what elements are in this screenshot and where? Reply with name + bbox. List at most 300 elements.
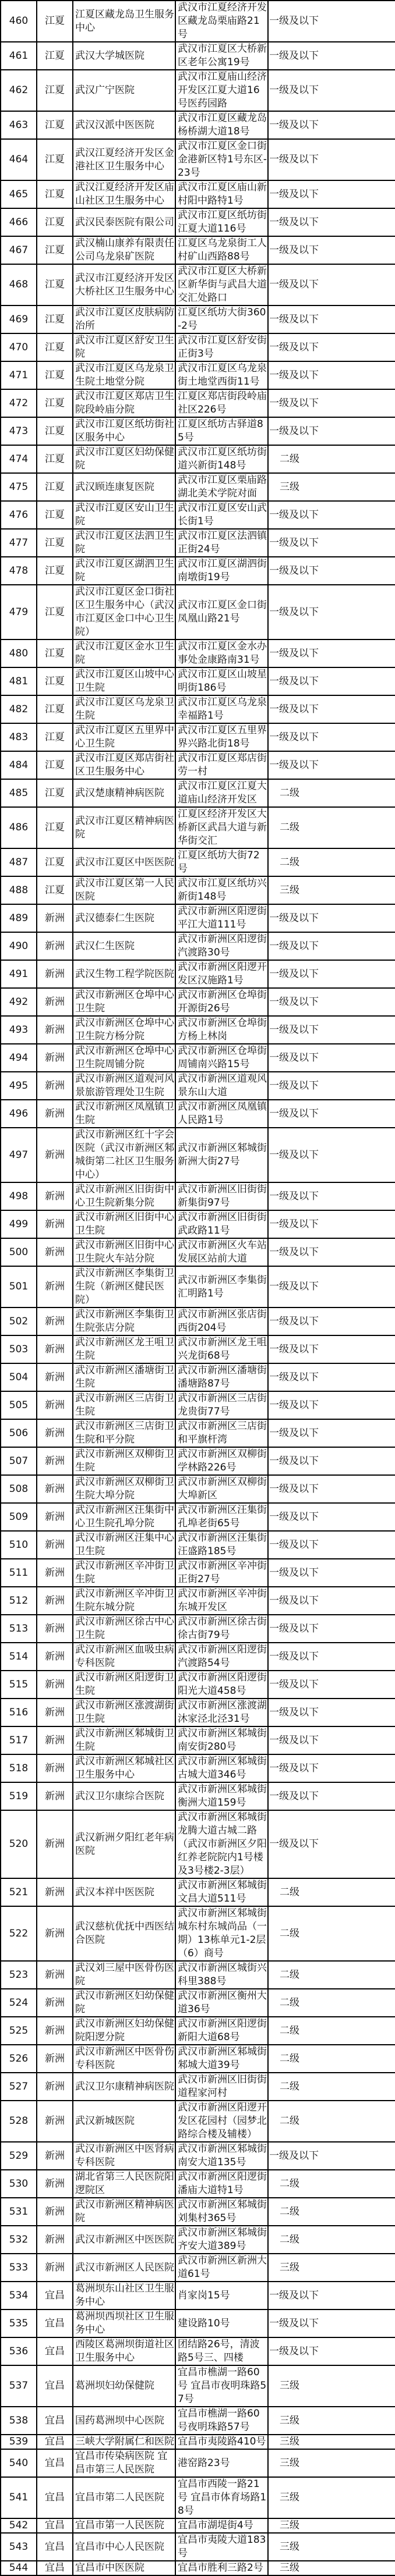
- address-cell: 江夏区郑店街段岭庙社区226号: [175, 389, 268, 417]
- level-cell: 一级及以下: [268, 695, 395, 723]
- level-cell: 二级: [268, 2045, 395, 2073]
- level-cell: 一级及以下: [268, 1559, 395, 1587]
- table-row: [1, 1531, 395, 1559]
- row-number: 461: [1, 42, 37, 70]
- institution-name-cell: 武汉新城医院: [73, 2101, 175, 2142]
- row-number: 540: [1, 2449, 37, 2477]
- table-row: [1, 1989, 395, 2017]
- level-cell: 一级及以下: [268, 2309, 395, 2337]
- district-cell: 江夏: [37, 111, 73, 139]
- level-cell: 一级及以下: [268, 1726, 395, 1754]
- table-row: [1, 2017, 395, 2045]
- level-cell: 一级及以下: [268, 2142, 395, 2170]
- address-cell: 武汉市新洲区新洲大道61号: [175, 2254, 268, 2282]
- table-row: [1, 1643, 395, 1671]
- level-cell: 一级及以下: [268, 751, 395, 779]
- district-cell: 新洲: [37, 1754, 73, 1782]
- row-number: 539: [1, 2435, 37, 2449]
- level-cell: 二级: [268, 445, 395, 473]
- row-number: 526: [1, 2045, 37, 2073]
- level-cell: 一级及以下: [268, 988, 395, 1016]
- address-cell: 武汉市江夏经济开发区藏龙岛栗庙路21号: [175, 1, 268, 42]
- level-cell: 一级及以下: [268, 585, 395, 639]
- institution-name-cell: 武汉市新洲区血吸虫病专科医院: [73, 1643, 175, 1671]
- level-cell: 一级及以下: [268, 333, 395, 361]
- level-cell: 一级及以下: [268, 361, 395, 389]
- level-cell: 一级及以下: [268, 111, 395, 139]
- level-cell: 一级及以下: [268, 1810, 395, 1878]
- level-cell: 一级及以下: [268, 557, 395, 585]
- row-number: 468: [1, 264, 37, 305]
- table-row: [1, 904, 395, 932]
- district-cell: 新洲: [37, 1878, 73, 1906]
- level-cell: 三级: [268, 2561, 395, 2575]
- level-cell: 一级及以下: [268, 932, 395, 960]
- table-row: [1, 1961, 395, 1989]
- level-cell: 二级: [268, 2101, 395, 2142]
- institution-name-cell: 武汉德泰仁生医院: [73, 904, 175, 932]
- table-row: [1, 2407, 395, 2435]
- institution-name-cell: 武汉市新洲区旧街中心卫生院: [73, 1210, 175, 1238]
- institution-name-cell: 武汉楚康精神病医院: [73, 779, 175, 807]
- district-cell: 新洲: [37, 1587, 73, 1615]
- table-row: [1, 2477, 395, 2518]
- institution-name-cell: 武汉市新洲区三店街卫生院和平分院: [73, 1419, 175, 1447]
- district-cell: 江夏: [37, 236, 73, 264]
- district-cell: 宜昌: [37, 2449, 73, 2477]
- row-number: 491: [1, 960, 37, 988]
- row-number: 501: [1, 1266, 37, 1307]
- address-cell: 武汉市新洲区汪集街汪盛路185号: [175, 1531, 268, 1559]
- address-cell: 武汉市江夏区金口街金港新区特1号东区-23号: [175, 139, 268, 180]
- level-cell: 二级: [268, 1906, 395, 1961]
- level-cell: 一级及以下: [268, 1363, 395, 1391]
- level-cell: 一级及以下: [268, 1419, 395, 1447]
- row-number: 533: [1, 2254, 37, 2282]
- level-cell: 一级及以下: [268, 501, 395, 529]
- institution-name-cell: 武汉市新洲区仓埠中心卫生院方杨分院: [73, 1016, 175, 1044]
- address-cell: 武汉市新洲区阳逻街阳光大道458号: [175, 1671, 268, 1699]
- address-cell: 武汉市新洲区涨渡湖沐家泾北泾31号: [175, 1699, 268, 1726]
- district-cell: 新洲: [37, 1072, 73, 1100]
- level-cell: 一级及以下: [268, 667, 395, 695]
- row-number: 485: [1, 779, 37, 807]
- institution-name-cell: 武汉市江夏区乌龙泉卫生院: [73, 695, 175, 723]
- institution-name-cell: 武汉市新洲区凤凰镇卫生院: [73, 1100, 175, 1128]
- row-number: 494: [1, 1044, 37, 1072]
- institution-name-cell: 武汉市新洲区旧街街中心卫生院新集分院: [73, 1182, 175, 1210]
- district-cell: 新洲: [37, 1266, 73, 1307]
- row-number: 525: [1, 2017, 37, 2045]
- institution-name-cell: 武汉市新洲区双柳街卫生院大埠分院: [73, 1475, 175, 1503]
- institution-name-cell: 武汉民泰医院有限公司: [73, 208, 175, 236]
- address-cell: 武汉市江夏区江夏大道庙山经济开发区: [175, 779, 268, 807]
- address-cell: 武汉市新洲区三店街龙贵街77号: [175, 1391, 268, 1419]
- institution-name-cell: 武汉市新洲区辛冲街卫生院东城分院: [73, 1587, 175, 1615]
- row-number: 460: [1, 1, 37, 42]
- district-cell: 江夏: [37, 42, 73, 70]
- level-cell: 三级: [268, 2407, 395, 2435]
- district-cell: 新洲: [37, 2045, 73, 2073]
- row-number: 527: [1, 2073, 37, 2101]
- address-cell: 武汉市新洲区邾城街邾城大道39号: [175, 2045, 268, 2073]
- row-number: 478: [1, 557, 37, 585]
- institution-name-cell: 武汉市江夏区山坡中心卫生院: [73, 667, 175, 695]
- row-number: 474: [1, 445, 37, 473]
- level-cell: 一级及以下: [268, 904, 395, 932]
- row-number: 532: [1, 2226, 37, 2254]
- district-cell: 江夏: [37, 208, 73, 236]
- row-number: 521: [1, 1878, 37, 1906]
- table-row: [1, 1266, 395, 1307]
- level-cell: 一级及以下: [268, 1782, 395, 1810]
- institution-name-cell: 国药葛洲坝中心医院: [73, 2407, 175, 2435]
- table-row: [1, 264, 395, 305]
- table-row: [1, 2561, 395, 2575]
- table-row: [1, 1391, 395, 1419]
- institution-name-cell: 武汉市江夏区湖泗卫生院: [73, 557, 175, 585]
- level-cell: 一级及以下: [268, 1475, 395, 1503]
- address-cell: 武汉市新洲区龙王咀兴龙街68号: [175, 1335, 268, 1363]
- institution-name-cell: 武汉市江夏区皮肤病防治所: [73, 305, 175, 333]
- level-cell: 三级: [268, 2449, 395, 2477]
- row-number: 509: [1, 1503, 37, 1531]
- row-number: 541: [1, 2477, 37, 2518]
- row-number: 486: [1, 807, 37, 848]
- table-row: [1, 445, 395, 473]
- table-row: [1, 807, 395, 848]
- row-number: 487: [1, 848, 37, 876]
- district-cell: 江夏: [37, 723, 73, 751]
- level-cell: 二级: [268, 1989, 395, 2017]
- table-row: [1, 1810, 395, 1878]
- address-cell: 武汉市江夏区藏龙岛杨桥湖大道18号: [175, 111, 268, 139]
- address-cell: 武汉市新洲区邾城街南安街280号: [175, 1726, 268, 1754]
- row-number: 484: [1, 751, 37, 779]
- row-number: 534: [1, 2282, 37, 2309]
- table-row: [1, 2337, 395, 2365]
- institution-name-cell: 武汉生物工程学院医院: [73, 960, 175, 988]
- district-cell: 新洲: [37, 1182, 73, 1210]
- table-row: [1, 42, 395, 70]
- institution-name-cell: 宜昌市第一人民医院: [73, 2518, 175, 2533]
- address-cell: 武汉市新洲区衡州大道36号: [175, 1989, 268, 2017]
- level-cell: 一级及以下: [268, 1531, 395, 1559]
- level-cell: 一级及以下: [268, 208, 395, 236]
- district-cell: 江夏: [37, 445, 73, 473]
- district-cell: 新洲: [37, 2198, 73, 2226]
- address-cell: 江夏区乌龙泉街工人村矿山西路88号: [175, 236, 268, 264]
- level-cell: 一级及以下: [268, 1447, 395, 1475]
- table-row: [1, 1363, 395, 1391]
- level-cell: 三级: [268, 2518, 395, 2533]
- row-number: 481: [1, 667, 37, 695]
- table-row: [1, 1307, 395, 1335]
- address-cell: 武汉市江夏区法泗镇正街24号: [175, 529, 268, 557]
- table-row: [1, 139, 395, 180]
- institution-name-cell: 武汉市新洲区仓埠中心卫生院: [73, 988, 175, 1016]
- district-cell: 新洲: [37, 1989, 73, 2017]
- row-number: 512: [1, 1587, 37, 1615]
- table-row: [1, 585, 395, 639]
- district-cell: 新洲: [37, 1391, 73, 1419]
- table-row: [1, 1587, 395, 1615]
- institution-name-cell: 葛洲坝东山社区卫生服务中心: [73, 2282, 175, 2309]
- level-cell: 二级: [268, 2073, 395, 2101]
- address-cell: 武汉市江夏区五里界界兴路北街18号: [175, 723, 268, 751]
- level-cell: 一级及以下: [268, 1671, 395, 1699]
- table-row: [1, 723, 395, 751]
- institution-name-cell: 武汉市新洲区阳逻街卫生院: [73, 1671, 175, 1699]
- district-cell: 新洲: [37, 1100, 73, 1128]
- district-cell: 新洲: [37, 1699, 73, 1726]
- row-number: 462: [1, 70, 37, 111]
- row-number: 465: [1, 180, 37, 208]
- row-number: 536: [1, 2337, 37, 2365]
- district-cell: 新洲: [37, 2226, 73, 2254]
- district-cell: 新洲: [37, 1906, 73, 1961]
- level-cell: 三级: [268, 2365, 395, 2407]
- institution-name-cell: 葛洲坝妇幼保健院: [73, 2365, 175, 2407]
- address-cell: 宜昌市西陵一路21号 宜昌市体育场路18号: [175, 2477, 268, 2518]
- address-cell: 江夏区纸坊大街72号: [175, 848, 268, 876]
- table-row: [1, 70, 395, 111]
- district-cell: 新洲: [37, 1238, 73, 1266]
- level-cell: 三级: [268, 876, 395, 904]
- address-cell: 武汉市新洲区邾城街城东村东城尚品（一期）13栋单元1-2层（6）商号: [175, 1906, 268, 1961]
- level-cell: 一级及以下: [268, 1, 395, 42]
- institution-name-cell: 武汉市新洲区道观河风景旅游管理处卫生院: [73, 1072, 175, 1100]
- level-cell: 一级及以下: [268, 639, 395, 667]
- institution-name-cell: 湖北省第三人民医院阳逻院区: [73, 2170, 175, 2198]
- row-number: 469: [1, 305, 37, 333]
- table-row: [1, 1878, 395, 1906]
- level-cell: 一级及以下: [268, 529, 395, 557]
- institution-name-cell: 武汉市新洲区辛冲街卫生院: [73, 1559, 175, 1587]
- institution-name-cell: 武汉卫尔康综合医院: [73, 1782, 175, 1810]
- address-cell: 武汉市江夏区纸坊街道兴新街148号: [175, 445, 268, 473]
- level-cell: 一级及以下: [268, 2282, 395, 2309]
- institution-name-cell: 武汉市新洲区妇幼保健院阳逻分院: [73, 2017, 175, 2045]
- level-cell: 一级及以下: [268, 2337, 395, 2365]
- address-cell: 建设路10号: [175, 2309, 268, 2337]
- district-cell: 新洲: [37, 1419, 73, 1447]
- institution-name-cell: 武汉市江夏区金水卫生院: [73, 639, 175, 667]
- row-number: 506: [1, 1419, 37, 1447]
- institution-name-cell: 武汉市新洲区红十字会医院（武汉市新洲区邾城街第二社区卫生服务中心）: [73, 1128, 175, 1182]
- address-cell: 宜昌市胜利三路2号: [175, 2561, 268, 2575]
- table-row: [1, 1726, 395, 1754]
- level-cell: 二级: [268, 2226, 395, 2254]
- address-cell: 武汉市新洲区旧街街新集街97号: [175, 1182, 268, 1210]
- address-cell: 武汉市新洲区阳逻街潘庙大道特1号: [175, 2170, 268, 2198]
- row-number: 482: [1, 695, 37, 723]
- institution-name-cell: 武汉市新洲区潘塘街卫生院: [73, 1363, 175, 1391]
- address-cell: 宜昌市樵湖一路60号 宜昌市夜明珠路57号: [175, 2365, 268, 2407]
- district-cell: 新洲: [37, 1128, 73, 1182]
- district-cell: 新洲: [37, 1961, 73, 1989]
- row-number: 467: [1, 236, 37, 264]
- district-cell: 江夏: [37, 417, 73, 445]
- district-cell: 新洲: [37, 1307, 73, 1335]
- district-cell: 江夏: [37, 751, 73, 779]
- row-number: 528: [1, 2101, 37, 2142]
- level-cell: 一级及以下: [268, 723, 395, 751]
- institution-name-cell: 武汉市江夏区妇幼保健院: [73, 445, 175, 473]
- level-cell: 三级: [268, 2435, 395, 2449]
- district-cell: 新洲: [37, 1671, 73, 1699]
- table-row: [1, 932, 395, 960]
- row-number: 518: [1, 1754, 37, 1782]
- row-number: 511: [1, 1559, 37, 1587]
- table-row: [1, 1100, 395, 1128]
- institution-name-cell: 武汉市江夏区法泗卫生院: [73, 529, 175, 557]
- level-cell: 一级及以下: [268, 417, 395, 445]
- row-number: 535: [1, 2309, 37, 2337]
- row-number: 492: [1, 988, 37, 1016]
- address-cell: 武汉市新洲区邾城街新洲大街27号: [175, 1128, 268, 1182]
- address-cell: 武汉市新洲区阳逻开发区汉施路1号: [175, 960, 268, 988]
- address-cell: 武汉市新洲区邾城街刘集村365号: [175, 2198, 268, 2226]
- level-cell: 一级及以下: [268, 70, 395, 111]
- table-row: [1, 1210, 395, 1238]
- institution-name-cell: 武汉市江夏区乌龙泉卫生院土地堂分院: [73, 361, 175, 389]
- address-cell: 武汉市新洲区城街兴科里388号: [175, 1961, 268, 1989]
- address-cell: 武汉市新洲区双柳街大埠新区: [175, 1475, 268, 1503]
- address-cell: 武汉市新洲区阳逻开发区花园村（园梦北路综合楼及辅楼）: [175, 2101, 268, 2142]
- row-number: 531: [1, 2198, 37, 2226]
- table-row: [1, 1503, 395, 1531]
- level-cell: 二级: [268, 779, 395, 807]
- address-cell: 武汉市江夏区大桥新区新华街与武昌大道交汇处路口: [175, 264, 268, 305]
- institution-name-cell: 武汉慈杭优抚中西医结合医院: [73, 1906, 175, 1961]
- institution-name-cell: 武汉市新洲区龙王咀卫生院: [73, 1335, 175, 1363]
- table-row: [1, 1447, 395, 1475]
- district-cell: 江夏: [37, 305, 73, 333]
- table-row: [1, 876, 395, 904]
- address-cell: 武汉市江夏区栗庙路湖北美术学院对面: [175, 473, 268, 501]
- district-cell: 新洲: [37, 1016, 73, 1044]
- level-cell: 一级及以下: [268, 1335, 395, 1363]
- district-cell: 江夏: [37, 585, 73, 639]
- district-cell: 新洲: [37, 2170, 73, 2198]
- institution-name-cell: 武汉顾连康复医院: [73, 473, 175, 501]
- district-cell: 宜昌: [37, 2518, 73, 2533]
- row-number: 499: [1, 1210, 37, 1238]
- institution-name-cell: 武汉卫尔康精神病医院: [73, 2073, 175, 2101]
- district-cell: 江夏: [37, 695, 73, 723]
- table-row: [1, 389, 395, 417]
- row-number: 503: [1, 1335, 37, 1363]
- table-row: [1, 2309, 395, 2337]
- address-cell: 武汉市新洲区徐古街徐古街79号: [175, 1615, 268, 1643]
- level-cell: 三级: [268, 2533, 395, 2561]
- table-row: [1, 667, 395, 695]
- district-cell: 新洲: [37, 932, 73, 960]
- institution-name-cell: 武汉市江夏区第一人民医院: [73, 876, 175, 904]
- institution-name-cell: 武汉新洲夕阳红老年病医院: [73, 1810, 175, 1878]
- table-row: [1, 960, 395, 988]
- address-cell: 武汉市江夏区湖泗街南墩街19号: [175, 557, 268, 585]
- row-number: 477: [1, 529, 37, 557]
- table-row: [1, 361, 395, 389]
- table-row: [1, 1335, 395, 1363]
- institution-name-cell: 武汉市新洲区徐古中心卫生院: [73, 1615, 175, 1643]
- table-row: [1, 751, 395, 779]
- table-row: [1, 2198, 395, 2226]
- row-number: 538: [1, 2407, 37, 2435]
- level-cell: 一级及以下: [268, 1643, 395, 1671]
- level-cell: 一级及以下: [268, 1016, 395, 1044]
- address-cell: 武汉市新洲区邾城街古城大道346号: [175, 1754, 268, 1782]
- address-cell: 武汉市江夏区山坡星明街186号: [175, 667, 268, 695]
- level-cell: 一级及以下: [268, 1699, 395, 1726]
- institution-name-cell: 武汉市新洲区旧街中心卫生院火车站分院: [73, 1238, 175, 1266]
- row-number: 519: [1, 1782, 37, 1810]
- district-cell: 新洲: [37, 1335, 73, 1363]
- row-number: 493: [1, 1016, 37, 1044]
- district-cell: 江夏: [37, 639, 73, 667]
- institution-name-cell: 武汉楠山康养有限责任公司乌龙泉矿医院: [73, 236, 175, 264]
- district-cell: 新洲: [37, 1044, 73, 1072]
- row-number: 510: [1, 1531, 37, 1559]
- address-cell: 武汉市江夏区纸坊兴新街148号: [175, 876, 268, 904]
- table-row: [1, 1754, 395, 1782]
- institution-name-cell: 武汉市江夏区精神病医院: [73, 807, 175, 848]
- address-cell: 武汉市江夏区舒安街正街3号: [175, 333, 268, 361]
- row-number: 480: [1, 639, 37, 667]
- district-cell: 宜昌: [37, 2337, 73, 2365]
- level-cell: 一级及以下: [268, 305, 395, 333]
- table-row: [1, 1782, 395, 1810]
- institution-name-cell: 武汉市江夏区郑店街社区卫生服务中心: [73, 751, 175, 779]
- district-cell: 江夏: [37, 501, 73, 529]
- address-cell: 宜昌市湖堤街4号: [175, 2518, 268, 2533]
- district-cell: 新洲: [37, 1531, 73, 1559]
- address-cell: 武汉市新洲区邾城街南安大道135号: [175, 2142, 268, 2170]
- district-cell: 江夏: [37, 529, 73, 557]
- row-number: 515: [1, 1671, 37, 1699]
- district-cell: 新洲: [37, 2142, 73, 2170]
- row-number: 476: [1, 501, 37, 529]
- address-cell: 武汉市新洲区阳逻街新阳大道68号: [175, 2017, 268, 2045]
- row-number: 470: [1, 333, 37, 361]
- row-number: 507: [1, 1447, 37, 1475]
- institution-name-cell: 武汉市新洲区中医肾病专科医院: [73, 2142, 175, 2170]
- table-row: [1, 2365, 395, 2407]
- level-cell: 一级及以下: [268, 42, 395, 70]
- address-cell: 武汉市新洲区辛冲街东城开发区: [175, 1587, 268, 1615]
- level-cell: 二级: [268, 807, 395, 848]
- table-row: [1, 1128, 395, 1182]
- district-cell: 江夏: [37, 1, 73, 42]
- address-cell: 武汉市新洲区邾城街衡洲大道159号: [175, 1782, 268, 1810]
- address-cell: 武汉市江夏区郑店街劳一村: [175, 751, 268, 779]
- institution-name-cell: 武汉市江夏区中医医院: [73, 848, 175, 876]
- row-number: 483: [1, 723, 37, 751]
- row-number: 517: [1, 1726, 37, 1754]
- address-cell: 宜昌市夷陵路410号: [175, 2435, 268, 2449]
- institution-name-cell: 武汉市江夏区安山卫生院: [73, 501, 175, 529]
- address-cell: 武汉市新洲区旧街街武政路11号: [175, 1210, 268, 1238]
- table-row: [1, 473, 395, 501]
- table-row: [1, 1671, 395, 1699]
- district-cell: 新洲: [37, 1615, 73, 1643]
- address-cell: 武汉市江夏区纸坊街江夏大道116号: [175, 208, 268, 236]
- institution-name-cell: 武汉江夏经济开发区金港社区卫生服务中心: [73, 139, 175, 180]
- institution-name-cell: 武汉市新洲区邾城街卫生院: [73, 1726, 175, 1754]
- district-cell: 新洲: [37, 1210, 73, 1238]
